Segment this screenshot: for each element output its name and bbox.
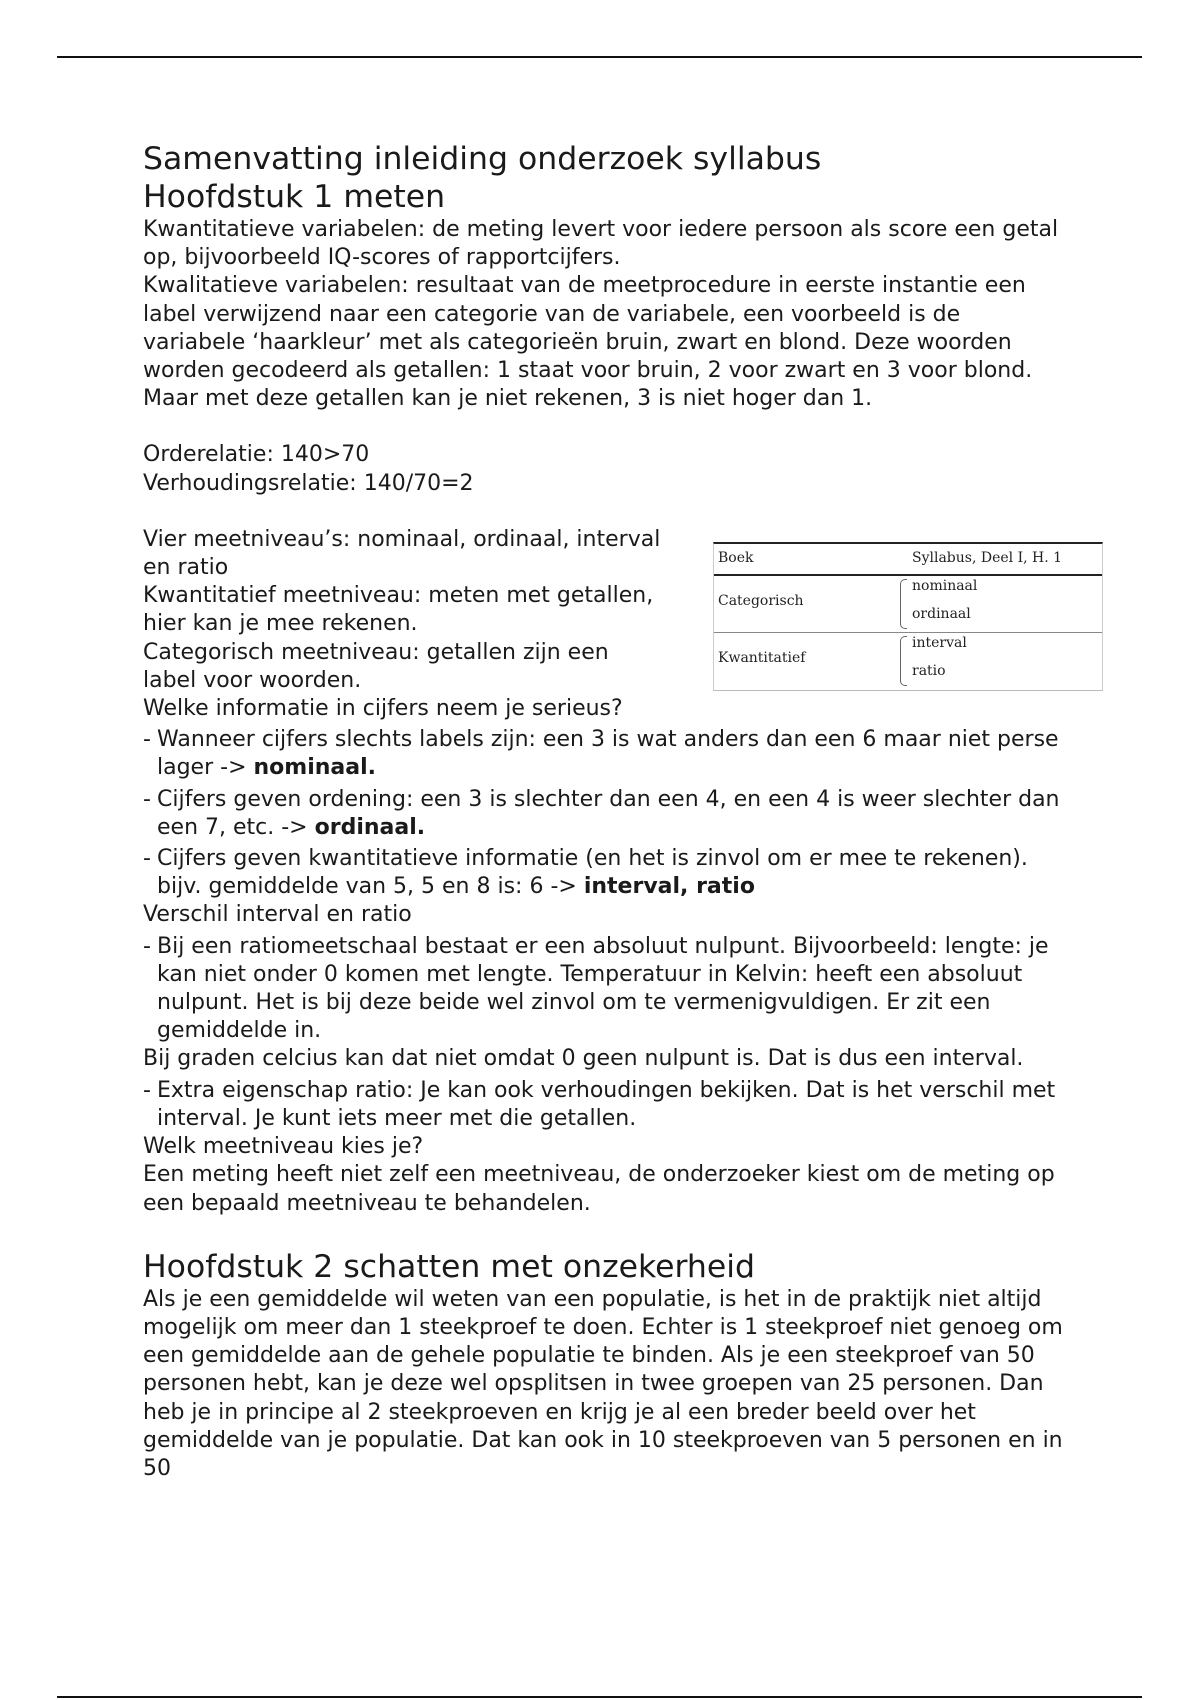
celcius-note: Bij graden celcius kan dat niet omdat 0 geen nulpunt is. Dat is dus een interval. — [143, 1046, 1024, 1072]
bullet-bold: nominaal. — [253, 755, 377, 781]
bullet-text: Cijfers geven kwantitatieve informatie (en het is zinvol om er mee te rekenen). bijv. gemiddelde van 5, 5 en 8 is: 6 -> — [157, 846, 1028, 900]
brace-icon — [900, 579, 907, 629]
list-item-ordinaal — [143, 786, 1063, 842]
table-cell-nominaal: nominaal — [912, 578, 978, 594]
para-kwantitatief: Kwantitatieve variabelen: de meting levert voor iedere persoon als score een getal op, bijvoorbeeld IQ-scores of rapportcijfers. — [143, 217, 1059, 271]
table-cell-categorisch: Categorisch — [718, 593, 804, 609]
list-item-nominaal — [143, 726, 1063, 782]
para-hoofdstuk-2: Als je een gemiddelde wil weten van een populatie, is het in de praktijk niet altijd mogelijk om meer dan 1 steekproef te doen. Echter is 1 steekproef niet genoeg om een gemiddelde aan de gehele populatie te binden. Als je een steekproef van 50 personen hebt, kan je deze wel opsplitsen in twee groepen van 25 personen. Dan heb je in principe al 2 steekproeven en krijg je al een breder beeld over het gemiddelde van je populatie. Dat kan ook in 10 steekproeven van 5 personen en in 50 — [143, 1286, 1063, 1481]
measurement-level-table — [713, 542, 1103, 691]
document-title: Samenvatting inleiding onderzoek syllabus — [143, 141, 822, 177]
table-header-boek: Boek — [718, 550, 754, 566]
table-cell-ratio: ratio — [912, 663, 946, 679]
spacer — [143, 413, 1063, 441]
table-cell-kwantitatief: Kwantitatief — [718, 650, 806, 666]
para-kwalitatief: Kwalitatieve variabelen: resultaat van de meetprocedure in eerste instantie een label verwijzend naar een categorie van de variabele, een voorbeeld is de variabele ‘haarkleur’ met als categorieën bruin, zwart en blond. Deze woorden worden gecodeerd als getallen: 1 staat voor bruin, 2 voor zwart en 3 voor blond. Maar met deze getallen kan je niet rekenen, 3 is niet hoger dan 1. — [143, 273, 1033, 412]
welk-meetniveau: Welk meetniveau kies je? — [143, 1134, 424, 1160]
table-cell-ordinaal: ordinaal — [912, 606, 971, 622]
table-cell-interval: interval — [912, 635, 967, 651]
categorisch-meetniveau: Categorisch meetniveau: getallen zijn een label voor woorden. — [143, 639, 609, 693]
bullet-text: Bij een ratiomeetschaal bestaat er een absoluut nulpunt. Bijvoorbeeld: lengte: je kan niet onder 0 komen met lengte. Temperatuur in Kelvin: heeft een absoluut nulpunt. Het is bij deze beide wel zinvol om te vermenigvuldigen. Er zit een gemiddelde in. — [157, 933, 1049, 1044]
welke-informatie: Welke informatie in cijfers neem je serieus? — [143, 696, 623, 722]
vier-meetniveaus: Vier meetniveau’s: nominaal, ordinaal, interval en ratio — [143, 526, 661, 581]
verschil-heading: Verschil interval en ratio — [143, 902, 412, 928]
bullet-dash: - — [143, 1077, 151, 1103]
brace-icon — [900, 636, 907, 686]
table-row-kwantitatief — [714, 633, 1102, 688]
spacer — [143, 498, 1063, 526]
bullet-text: Extra eigenschap ratio: Je kan ook verhoudingen bekijken. Dat is het verschil met interval. Je kunt iets meer met die getallen. — [157, 1077, 1056, 1131]
orderelatie: Orderelatie: 140>70 — [143, 442, 370, 468]
heading-chapter-1: Hoofdstuk 1 meten — [143, 179, 446, 215]
bullet-dash: - — [143, 846, 151, 872]
bullet-dash: - — [143, 933, 151, 959]
bullet-bold: interval, ratio — [583, 874, 755, 900]
list-item-ratiomeetschaal — [143, 933, 1063, 1046]
verhoudingsrelatie: Verhoudingsrelatie: 140/70=2 — [143, 470, 474, 496]
table-row-categorisch — [714, 576, 1102, 633]
document-body — [143, 140, 1063, 1483]
bullet-dash: - — [143, 727, 151, 753]
bullet-text: Cijfers geven ordening: een 3 is slechter dan een 4, en een 4 is weer slechter dan een 7, etc. -> — [157, 786, 1060, 840]
list-item-extra-eigenschap — [143, 1077, 1063, 1133]
bullet-bold: ordinaal. — [314, 814, 426, 840]
bullet-text: Wanneer cijfers slechts labels zijn: een 3 is wat anders dan een 6 maar niet perse lager -> — [157, 727, 1059, 781]
table-header-row — [714, 544, 1102, 576]
bottom-rule — [57, 1696, 1142, 1698]
kwantitatief-meetniveau: Kwantitatief meetniveau: meten met getallen, hier kan je mee rekenen. — [143, 583, 654, 637]
top-rule — [57, 56, 1142, 58]
bullet-dash: - — [143, 786, 151, 812]
meting-para: Een meting heeft niet zelf een meetniveau, de onderzoeker kiest om de meting op een bepaald meetniveau te behandelen. — [143, 1162, 1055, 1216]
table-header-syllabus: Syllabus, Deel I, H. 1 — [912, 550, 1063, 566]
heading-chapter-2: Hoofdstuk 2 schatten met onzekerheid — [143, 1248, 755, 1285]
list-item-interval-ratio — [143, 845, 1063, 901]
